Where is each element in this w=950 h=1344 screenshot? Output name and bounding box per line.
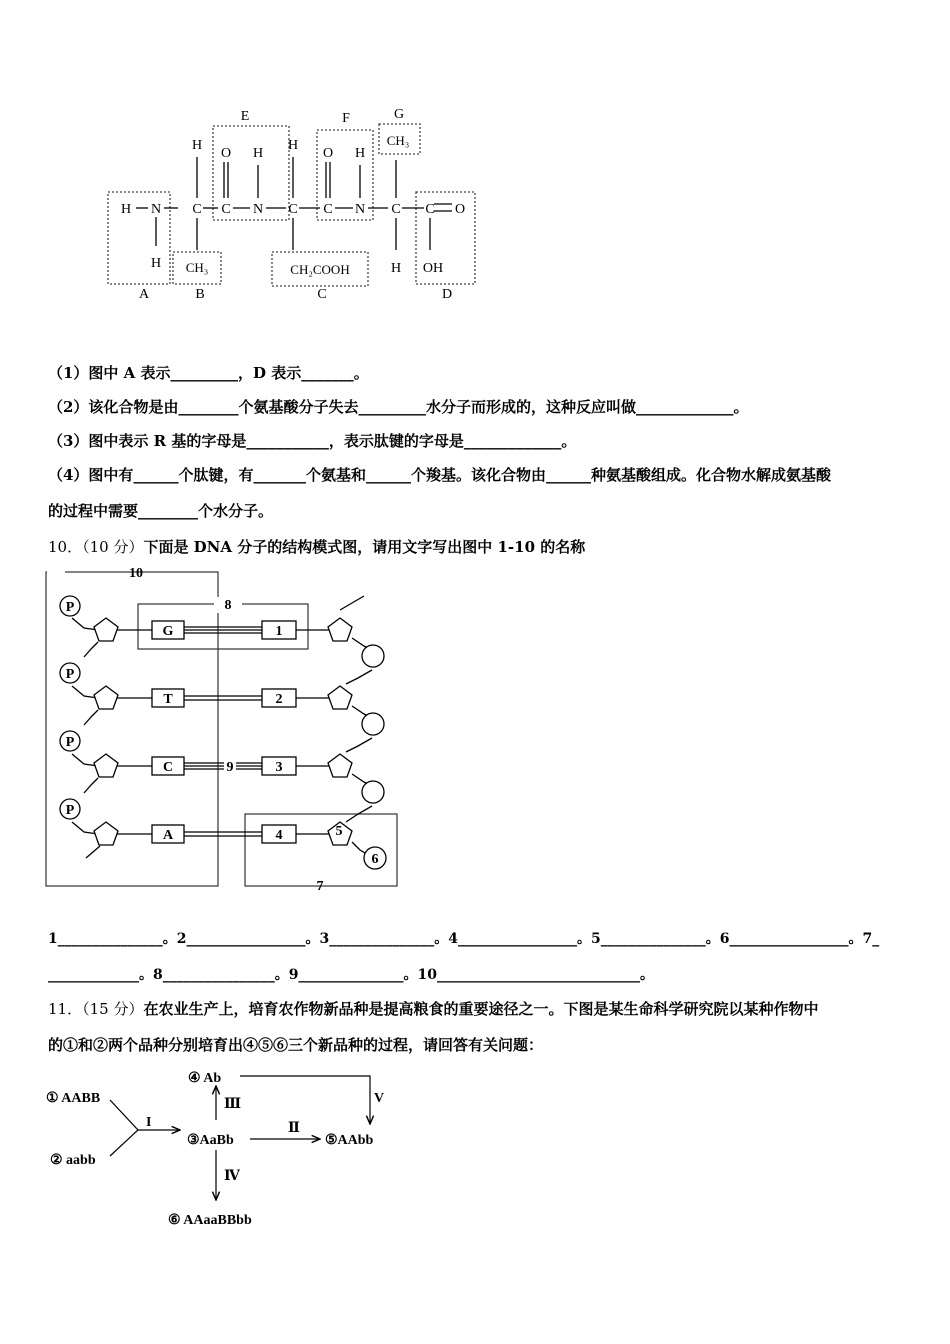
q11-line-2: 的①和②两个品种分别培育出④⑤⑥三个新品种的过程，请回答有关问题： bbox=[48, 1036, 544, 1054]
label-b: B bbox=[195, 287, 205, 300]
step-3: Ⅲ bbox=[224, 1097, 242, 1112]
label-7: 7 bbox=[316, 879, 324, 894]
ch2cooh-c: CH₂COOH bbox=[290, 262, 350, 277]
atom-h: H bbox=[354, 146, 366, 161]
q9-line-3: （3）图中表示 R 基的字母是___________，表示肽键的字母是_____________。 bbox=[48, 432, 577, 450]
node-6: ⑥ AAaaBBbb bbox=[168, 1213, 252, 1228]
phosphate-label: P bbox=[65, 735, 75, 750]
atom-c: C bbox=[192, 202, 202, 217]
base-right-1: 1 bbox=[275, 624, 283, 639]
atom-h: H bbox=[287, 138, 299, 153]
label-9: 9 bbox=[226, 760, 234, 775]
label-6: 6 bbox=[371, 852, 379, 867]
box-10 bbox=[46, 572, 218, 886]
atom-oh: OH bbox=[422, 261, 444, 276]
q11-number: 11． bbox=[48, 1000, 83, 1018]
label-8: 8 bbox=[224, 598, 232, 613]
base-left-1: G bbox=[162, 624, 174, 639]
q10-header bbox=[48, 536, 585, 557]
atom-n: N bbox=[354, 202, 366, 217]
q9-line-5: 的过程中需要________个水分子。 bbox=[48, 502, 274, 520]
atom-c: C bbox=[391, 202, 401, 217]
label-5: 5 bbox=[335, 824, 343, 839]
phosphate-label: P bbox=[65, 600, 75, 615]
ch3-g: CH₃ bbox=[386, 133, 410, 148]
step-4: Ⅳ bbox=[224, 1169, 240, 1184]
step-1: I bbox=[146, 1115, 152, 1130]
q9-line-1: （1）图中 A 表示_________，D 表示_______。 bbox=[48, 364, 369, 382]
node-4: ④ Ab bbox=[188, 1071, 222, 1086]
atom-o: O bbox=[454, 202, 466, 217]
base-left-4: A bbox=[162, 828, 174, 843]
base-left-3: C bbox=[162, 760, 174, 775]
base-left-2: T bbox=[163, 692, 173, 707]
q11-header bbox=[48, 998, 818, 1019]
q10-number: 10． bbox=[48, 538, 83, 556]
q11-line-1: 在农业生产上，培育农作物新品种是提高粮食的重要途径之一。下图是某生命科学研究院以某种作物中 bbox=[143, 1000, 819, 1018]
ch3-b: CH₃ bbox=[185, 260, 209, 275]
q9-line-4: （4）图中有______个肽键，有_______个氨基和______个羧基。该化合物由______种氨基酸组成。化合物水解成氨基酸 bbox=[48, 466, 831, 484]
node-1: ① AABB bbox=[46, 1091, 101, 1106]
node-2: ② aabb bbox=[50, 1153, 96, 1168]
atom-h: H bbox=[252, 146, 264, 161]
atom-h: H bbox=[150, 256, 162, 271]
label-g: G bbox=[393, 107, 405, 122]
node-5: ⑤AAbb bbox=[325, 1133, 374, 1148]
step-5: V bbox=[374, 1091, 385, 1106]
q11-score: （15 分） bbox=[82, 1000, 144, 1018]
atom-c: C bbox=[288, 202, 298, 217]
q10-answers-1: 1_______________。2_________________。3_______________。4_________________。5_______________。6_________________。7_ bbox=[48, 931, 880, 947]
label-d: D bbox=[441, 287, 453, 300]
base-right-3: 3 bbox=[275, 760, 283, 775]
base-right-2: 2 bbox=[275, 692, 283, 707]
peptide-structure-diagram bbox=[100, 100, 500, 300]
q10-score: （10 分） bbox=[82, 538, 144, 556]
atom-h: H bbox=[191, 138, 203, 153]
node-3: ③AaBb bbox=[187, 1133, 234, 1148]
atom-n: N bbox=[252, 202, 264, 217]
phosphate-label: P bbox=[65, 667, 75, 682]
q10-answers-2: _____________。8________________。9_______________。10_____________________________。 bbox=[48, 967, 654, 983]
dna-structure-diagram bbox=[40, 560, 410, 895]
base-right-4: 4 bbox=[275, 828, 283, 843]
label-f: F bbox=[342, 111, 350, 126]
atom-c: C bbox=[425, 202, 435, 217]
q9-line-2: （2）该化合物是由________个氨基酸分子失去_________水分子而形成的，这种反应叫做_____________。 bbox=[48, 398, 749, 416]
label-c: C bbox=[317, 287, 327, 300]
atom-c: C bbox=[221, 202, 231, 217]
label-a: A bbox=[138, 287, 150, 300]
atom-o: O bbox=[322, 146, 334, 161]
atom-o: O bbox=[220, 146, 232, 161]
phosphate-label: P bbox=[65, 803, 75, 818]
label-e: E bbox=[240, 109, 250, 124]
atom-n: N bbox=[150, 202, 162, 217]
atom-c: C bbox=[323, 202, 333, 217]
atom-h: H bbox=[120, 202, 132, 217]
breeding-diagram bbox=[40, 1062, 420, 1237]
q10-text: 下面是 DNA 分子的结构模式图，请用文字写出图中 1-10 的名称 bbox=[143, 538, 586, 556]
atom-h: H bbox=[390, 261, 402, 276]
step-2: Ⅱ bbox=[288, 1121, 300, 1136]
label-10: 10 bbox=[129, 566, 143, 581]
